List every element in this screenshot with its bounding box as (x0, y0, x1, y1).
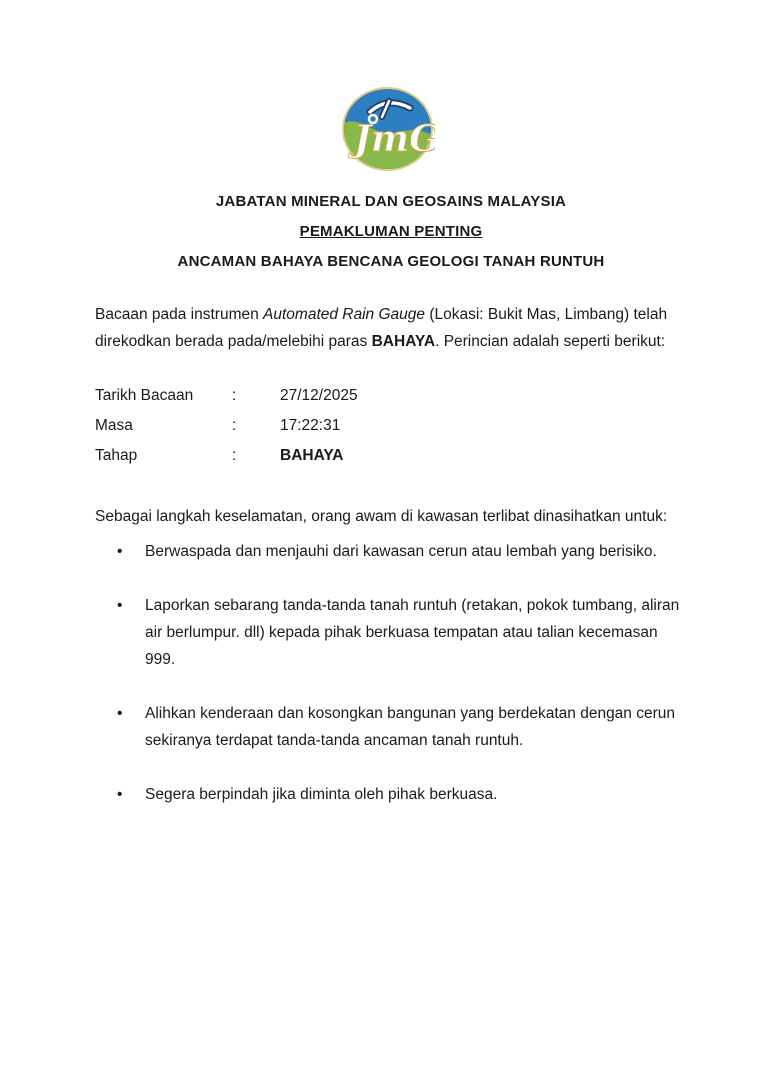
detail-label: Masa (95, 417, 133, 434)
bullet-marker: • (117, 705, 123, 722)
detail-row-date (95, 381, 687, 411)
reading-details (95, 381, 687, 471)
intro-text-2: (Lokasi: Bukit Mas, Limbang) telah direkodkan berada pada/melebihi paras (95, 306, 668, 350)
advisory-intro: Sebagai langkah keselamatan, orang awam di kawasan terlibat dinasihatkan untuk: (95, 508, 668, 525)
detail-label: Tarikh Bacaan (95, 387, 194, 404)
detail-value-time: 17:22:31 (280, 417, 341, 434)
detail-value-level: BAHAYA (280, 447, 344, 464)
document-headings (95, 187, 687, 277)
logo-monogram: JmG (354, 118, 435, 160)
bullet-marker: • (117, 597, 123, 614)
detail-value-date: 27/12/2025 (280, 387, 358, 404)
intro-paragraph (95, 301, 687, 355)
list-item (95, 781, 687, 808)
detail-separator: : (232, 387, 237, 404)
intro-text-3: . Perincian adalah seperti berikut: (435, 333, 666, 350)
list-item (95, 700, 687, 754)
advisory-list (95, 538, 687, 808)
bullet-marker: • (117, 786, 123, 803)
advisory-item-text: Laporkan sebarang tanda-tanda tanah runtuh (retakan, pokok tumbang, aliran air berlumpur. dll) kepada pihak berkuasa tempatan atau talian kecemasan 999. (145, 597, 680, 668)
subject-title: ANCAMAN BAHAYA BENCANA GEOLOGI TANAH RUNTUH (177, 253, 605, 270)
jmg-logo-icon (340, 86, 435, 172)
hazard-level-inline: BAHAYA (371, 333, 436, 350)
detail-row-time (95, 411, 687, 441)
bullet-marker: • (117, 543, 123, 560)
advisory-item-text: Segera berpindah jika diminta oleh pihak berkuasa. (145, 786, 498, 803)
advisory-item-text: Alihkan kenderaan dan kosongkan bangunan yang berdekatan dengan cerun sekiranya terdapat tanda-tanda ancaman tanah runtuh. (145, 705, 676, 749)
jmg-logo (340, 86, 435, 177)
detail-separator: : (232, 447, 237, 464)
list-item (95, 592, 687, 673)
notice-title: PEMAKLUMAN PENTING (299, 223, 483, 240)
list-item (95, 538, 687, 565)
instrument-name: Automated Rain Gauge (263, 306, 426, 323)
intro-text-1: Bacaan pada instrumen (95, 306, 264, 323)
org-title: JABATAN MINERAL DAN GEOSAINS MALAYSIA (215, 193, 567, 210)
advisory-item-text: Berwaspada dan menjauhi dari kawasan cerun atau lembah yang berisiko. (145, 543, 657, 560)
detail-label: Tahap (95, 447, 138, 464)
detail-row-level (95, 441, 687, 471)
detail-separator: : (232, 417, 237, 434)
